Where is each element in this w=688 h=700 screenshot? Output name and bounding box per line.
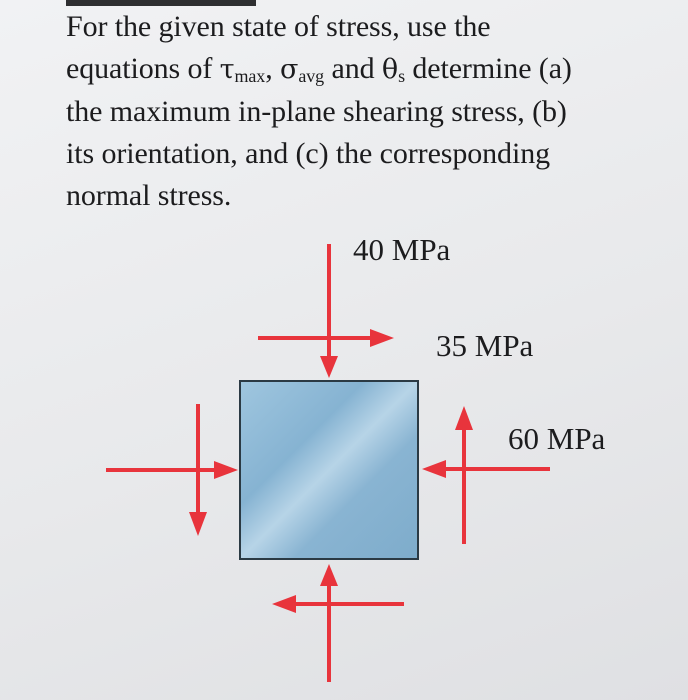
sigma-symbol: σ	[280, 54, 299, 85]
problem-line-5: normal stress.	[66, 179, 232, 212]
bottom-shear-arrow	[272, 595, 404, 613]
theta-symbol: θ	[381, 54, 399, 85]
problem-line-1: For the given state of stress, use the	[66, 10, 491, 43]
problem-line-3: the maximum in-plane shearing stress, (b)	[66, 95, 567, 128]
problem-text: and	[324, 52, 382, 85]
theta-subscript: s	[398, 66, 405, 86]
problem-line-4: its orientation, and (c) the corresponding	[66, 137, 550, 170]
problem-text: determine (a)	[404, 52, 572, 85]
tau-symbol: τ	[219, 54, 235, 85]
problem-text: equations of	[66, 52, 220, 85]
stress-element	[240, 381, 418, 559]
comma-separator: ,	[265, 52, 281, 85]
bottom-normal-arrow	[320, 564, 338, 682]
shear-stress-label: 35 MPa	[436, 328, 534, 363]
normal-stress-side-label: 60 MPa	[508, 421, 606, 456]
top-normal-arrow	[320, 244, 338, 378]
left-normal-arrow	[106, 461, 238, 479]
sigma-subscript: avg	[298, 66, 325, 86]
tau-subscript: max	[234, 66, 266, 86]
normal-stress-top-label: 40 MPa	[353, 232, 451, 267]
top-shear-arrow	[258, 329, 394, 347]
right-shear-arrow	[455, 406, 473, 544]
right-normal-arrow	[422, 460, 550, 478]
